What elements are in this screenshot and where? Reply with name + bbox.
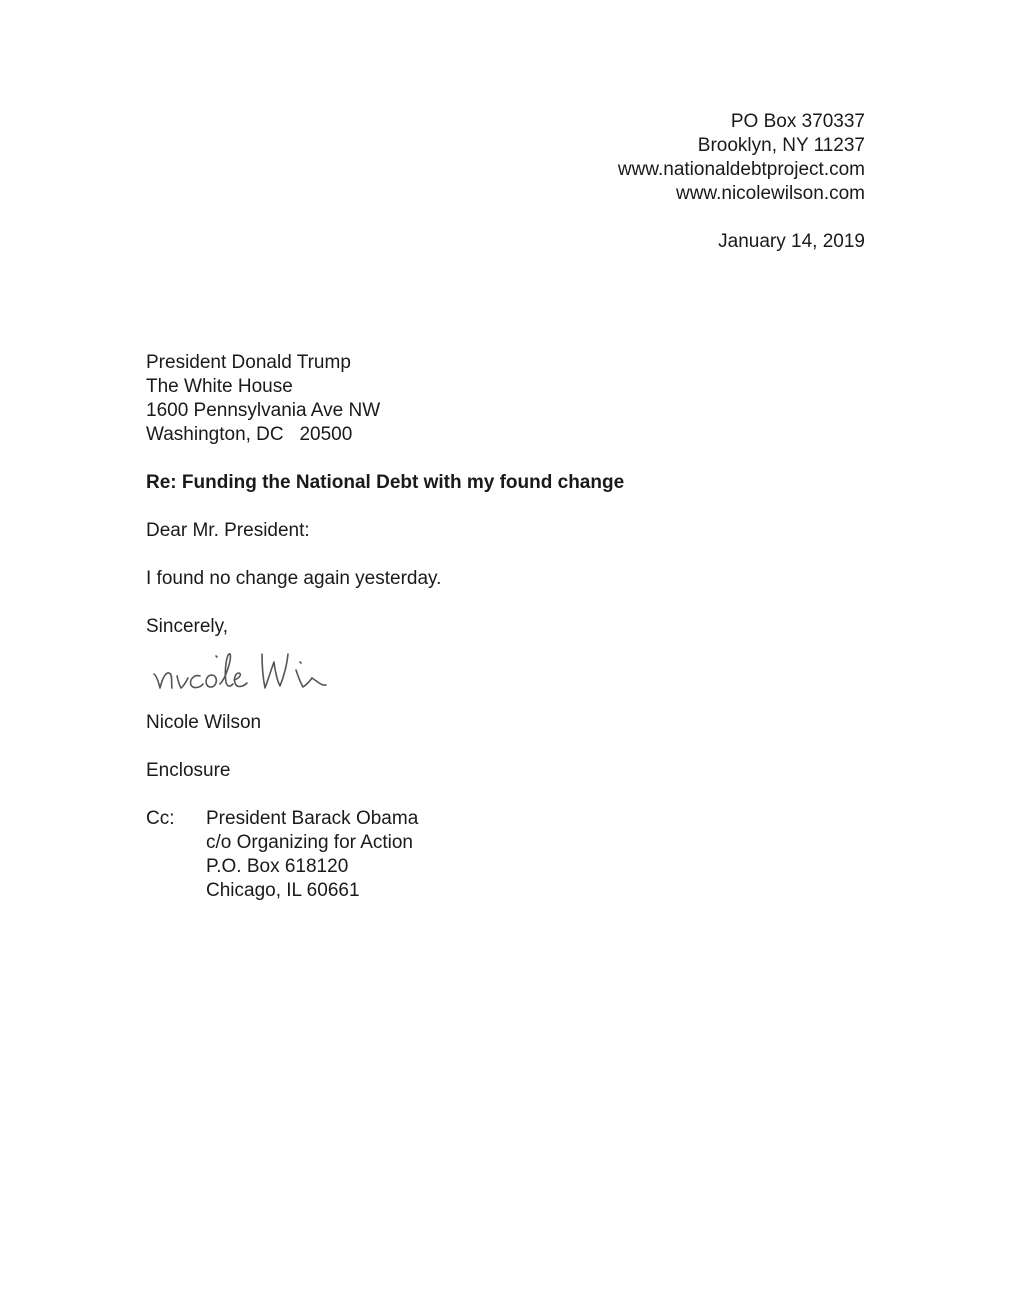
cc-label: Cc: [146, 808, 175, 829]
recipient-city-state-zip: Washington, DC 20500 [146, 424, 353, 445]
cc-po-box: P.O. Box 618120 [206, 856, 349, 877]
sender-website-national-debt: www.nationaldebtproject.com [617, 159, 865, 180]
cc-address-block [206, 807, 418, 903]
salutation: Dear Mr. President: [146, 520, 310, 541]
letter-date: January 14, 2019 [718, 231, 865, 252]
enclosure-note: Enclosure [146, 760, 231, 781]
cc-city-state-zip: Chicago, IL 60661 [206, 880, 360, 901]
sender-city-state-zip: Brooklyn, NY 11237 [697, 135, 865, 156]
sender-address-block [618, 110, 865, 206]
recipient-name: President Donald Trump [146, 352, 351, 373]
handwritten-signature [150, 640, 380, 700]
closing: Sincerely, [146, 616, 229, 637]
letter-body: I found no change again yesterday. [146, 568, 442, 589]
cc-care-of: c/o Organizing for Action [206, 832, 413, 853]
subject-line: Re: Funding the National Debt with my found change [146, 472, 625, 493]
recipient-street: 1600 Pennsylvania Ave NW [146, 400, 381, 421]
cc-name: President Barack Obama [206, 808, 419, 829]
signer-name: Nicole Wilson [146, 712, 262, 733]
sender-website-personal: www.nicolewilson.com [675, 183, 865, 204]
recipient-address-block [146, 351, 380, 447]
sender-po-box: PO Box 370337 [730, 111, 865, 132]
recipient-organization: The White House [146, 376, 293, 397]
